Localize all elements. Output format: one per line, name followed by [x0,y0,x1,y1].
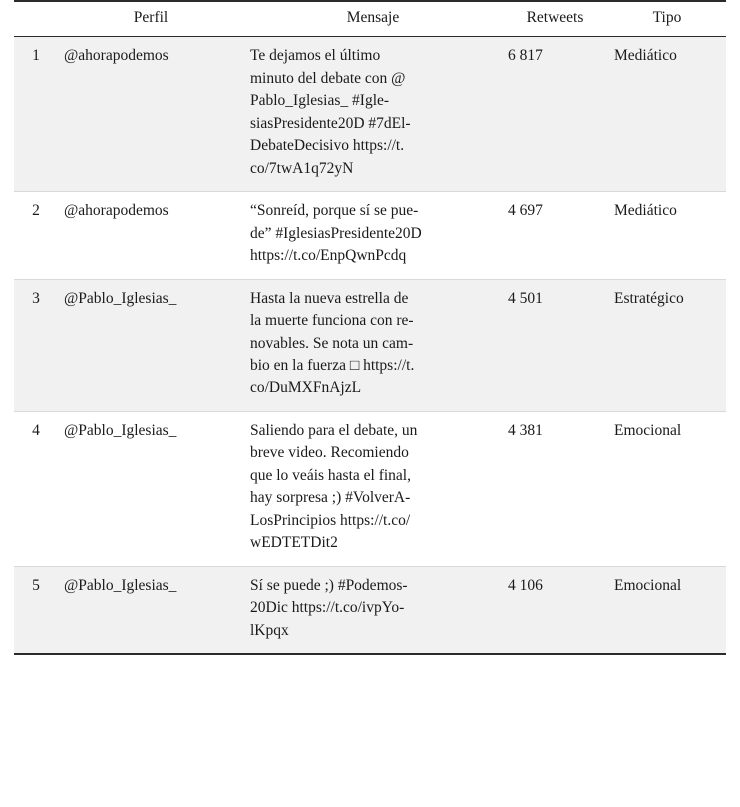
row-perfil: @Pablo_Iglesias_ [58,411,244,566]
row-tipo: Emocional [608,411,726,566]
message-line: hay sorpresa ;) #VolverA- [250,489,411,507]
column-header-retweets: Retweets [502,1,608,37]
table-row [14,192,726,279]
column-header-mensaje: Mensaje [244,1,502,37]
table-bottom-rule [14,653,726,655]
row-mensaje [244,411,502,566]
row-retweets: 4 501 [502,279,608,411]
row-retweets: 4 697 [502,192,608,279]
message-line: co/DuMXFnAjzL [250,379,362,397]
message-line: DebateDecisivo https://t. [250,137,405,155]
message-line: Pablo_Iglesias_ #Igle- [250,92,390,110]
column-header-perfil: Perfil [58,1,244,37]
row-mensaje [244,279,502,411]
message-line: lKpqx [250,621,289,639]
row-index: 2 [14,192,58,279]
message-line: la muerte funciona con re- [250,312,414,330]
message-line: breve video. Recomiendo [250,444,409,462]
message-line: wEDTETDit2 [250,534,338,552]
message-line: Hasta la nueva estrella de [250,289,409,307]
message-line: bio en la fuerza □ https://t. [250,357,415,374]
message-line: que lo veáis hasta el final, [250,466,411,484]
row-retweets: 4 106 [502,566,608,653]
row-tipo: Mediático [608,192,726,279]
row-index: 3 [14,279,58,411]
message-line: minuto del debate con @ [250,69,406,87]
row-index: 4 [14,411,58,566]
table-row [14,37,726,192]
table-header [14,1,726,37]
row-tipo: Emocional [608,566,726,653]
message-line: siasPresidente20D #7dEl- [250,114,411,132]
message-line: novables. Se nota un cam- [250,334,414,352]
message-line: Sí se puede ;) #Podemos- [250,576,408,594]
message-line: https://t.co/EnpQwnPcdq [250,247,407,265]
row-perfil: @Pablo_Iglesias_ [58,279,244,411]
row-mensaje [244,566,502,653]
message-line: 20Dic https://t.co/ivpYo- [250,599,405,617]
message-line: co/7twA1q72yN [250,159,354,177]
tweets-table [14,0,726,653]
row-perfil: @ahorapodemos [58,37,244,192]
message-line: “Sonreíd, porque sí se pue- [250,202,419,220]
message-line: LosPrincipios https://t.co/ [250,511,411,529]
row-retweets: 4 381 [502,411,608,566]
row-index: 5 [14,566,58,653]
row-perfil: @ahorapodemos [58,192,244,279]
row-mensaje [244,37,502,192]
message-line: Te dejamos el último [250,47,381,65]
row-mensaje [244,192,502,279]
row-tipo: Estratégico [608,279,726,411]
column-header-index [14,1,58,37]
table-row [14,411,726,566]
row-tipo: Mediático [608,37,726,192]
row-retweets: 6 817 [502,37,608,192]
table-body [14,37,726,653]
row-index: 1 [14,37,58,192]
message-line: Saliendo para el debate, un [250,421,418,439]
row-perfil: @Pablo_Iglesias_ [58,566,244,653]
column-header-tipo: Tipo [608,1,726,37]
table-row [14,279,726,411]
table-row [14,566,726,653]
message-line: de” #IglesiasPresidente20D [250,224,422,242]
